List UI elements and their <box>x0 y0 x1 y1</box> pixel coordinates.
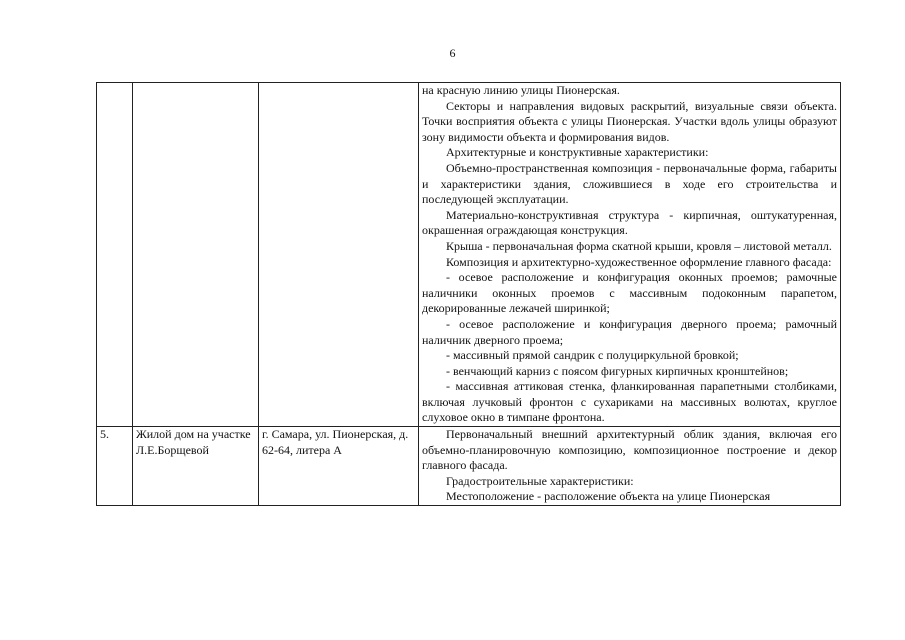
paragraph: - осевое расположение и конфигурация дверного проема; рамочный наличник дверного проема; <box>422 316 837 347</box>
table-row-continued <box>97 83 841 427</box>
monuments-table <box>96 82 841 506</box>
paragraph: Архитектурные и конструктивные характеристики: <box>446 145 709 160</box>
table-row-5 <box>97 427 841 506</box>
paragraph: Градостроительные характеристики: <box>446 473 634 488</box>
cell-description <box>419 427 841 506</box>
cell-address: г. Самара, ул. Пионерская, д. 62-64, литера А <box>259 427 419 506</box>
paragraph: Секторы и направления видовых раскрытий, визуальные связи объекта. Точки восприятия объекта с улицы Пионерская. Участки вдоль улицы образуют зону видимости объекта и формирования видов. <box>422 98 837 144</box>
cell-description <box>419 83 841 427</box>
cell-object-name: Жилой дом на участке Л.Е.Борщевой <box>133 427 259 506</box>
paragraph: Первоначальный внешний архитектурный облик здания, включая его объемно-планировочную композицию, композиционное построение и декор главного фасада. <box>422 427 837 473</box>
paragraph: - осевое расположение и конфигурация оконных проемов; рамочные наличники оконных проемов с массивным подоконным парапетом, декорированные лежачей ширинкой; <box>422 270 837 316</box>
paragraph: - массивный прямой сандрик с полуциркульной бровкой; <box>446 348 739 363</box>
paragraph: Крыша - первоначальная форма скатной крыши, кровля – листовой металл. <box>446 238 832 253</box>
cell-number: 5. <box>97 427 133 506</box>
paragraph: на красную линию улицы Пионерская. <box>422 83 620 97</box>
paragraph: - венчающий карниз с поясом фигурных кирпичных кронштейнов; <box>446 363 789 378</box>
paragraph: Объемно-пространственная композиция - первоначальные форма, габариты и характеристики здания, сложившиеся в ходе его строительства и последующей эксплуатации. <box>422 160 837 207</box>
paragraph: - массивная аттиковая стенка, фланкированная парапетными столбиками, включая лучковый фронтон с сухариками на массивных волютах, круглое слуховое окно в тимпане фронтона. <box>422 379 837 425</box>
paragraph: Местоположение - расположение объекта на улице Пионерская <box>446 489 771 504</box>
paragraph: Материально-конструктивная структура - кирпичная, оштукатуренная, окрашенная ограждающая конструкция. <box>422 207 837 238</box>
cell-name-empty <box>133 83 259 427</box>
page-number: 6 <box>449 46 456 60</box>
cell-address-empty <box>259 83 419 427</box>
cell-number-empty <box>97 83 133 427</box>
paragraph: Композиция и архитектурно-художественное оформление главного фасада: <box>446 254 832 269</box>
